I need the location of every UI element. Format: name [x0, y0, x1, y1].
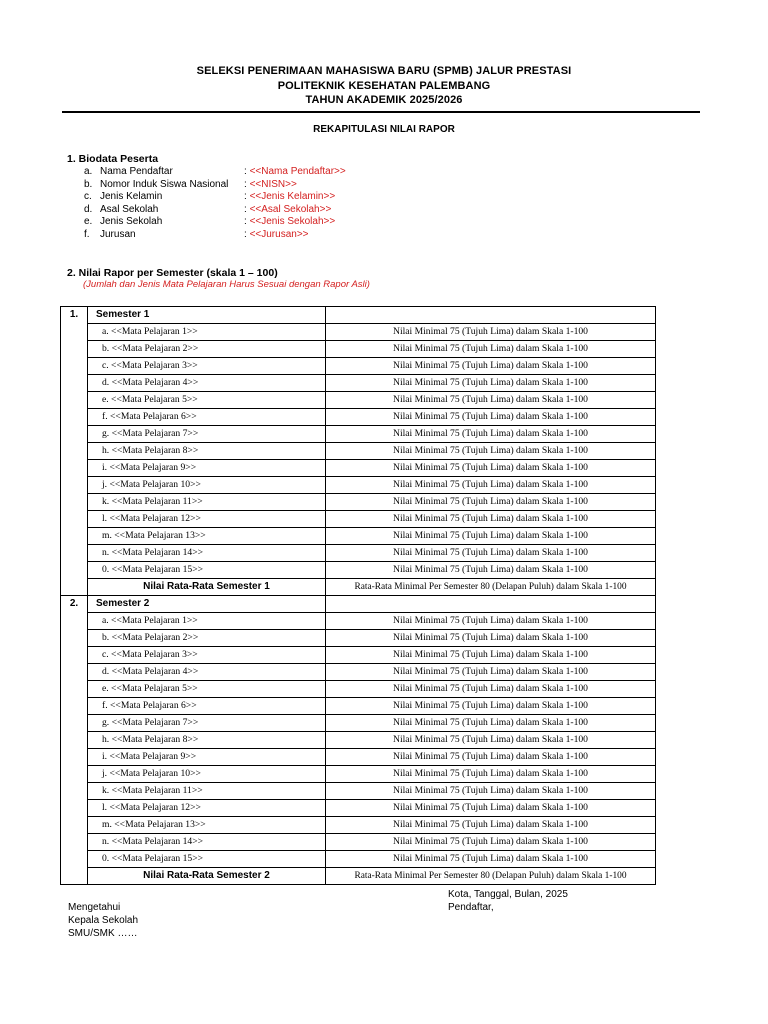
- table-row: [61, 545, 656, 562]
- grade-cell: Nilai Minimal 75 (Tujuh Lima) dalam Skala 1-100: [326, 358, 656, 375]
- table-row: [61, 749, 656, 766]
- grade-cell: Nilai Minimal 75 (Tujuh Lima) dalam Skala 1-100: [326, 630, 656, 647]
- average-label: Nilai Rata-Rata Semester 1: [88, 579, 326, 596]
- number-cell: [61, 698, 88, 715]
- grade-cell: Nilai Minimal 75 (Tujuh Lima) dalam Skala 1-100: [326, 681, 656, 698]
- subject-cell: 0. <<Mata Pelajaran 15>>: [88, 851, 326, 868]
- section-2-note: (Jumlah dan Jenis Mata Pelajaran Harus Sesuai dengan Rapor Asli): [83, 279, 370, 290]
- grade-cell: Nilai Minimal 75 (Tujuh Lima) dalam Skala 1-100: [326, 426, 656, 443]
- number-cell: [61, 477, 88, 494]
- subject-cell: j. <<Mata Pelajaran 10>>: [88, 477, 326, 494]
- biodata-value: : <<Jenis Sekolah>>: [244, 216, 336, 228]
- grade-cell: Nilai Minimal 75 (Tujuh Lima) dalam Skala 1-100: [326, 647, 656, 664]
- biodata-letter: c.: [84, 191, 92, 203]
- table-row: [61, 800, 656, 817]
- table-row: [61, 375, 656, 392]
- semester-header-row: [61, 596, 656, 613]
- table-row: [61, 647, 656, 664]
- number-cell: [61, 664, 88, 681]
- average-value: Rata-Rata Minimal Per Semester 80 (Delapan Puluh) dalam Skala 1-100: [326, 868, 656, 885]
- subject-cell: n. <<Mata Pelajaran 14>>: [88, 834, 326, 851]
- biodata-letter: f.: [84, 228, 90, 240]
- table-row: [61, 783, 656, 800]
- applicant-label: Pendaftar,: [448, 902, 494, 913]
- subject-cell: k. <<Mata Pelajaran 11>>: [88, 783, 326, 800]
- grade-cell: Nilai Minimal 75 (Tujuh Lima) dalam Skala 1-100: [326, 613, 656, 630]
- subject-cell: f. <<Mata Pelajaran 6>>: [88, 698, 326, 715]
- subject-cell: i. <<Mata Pelajaran 9>>: [88, 460, 326, 477]
- number-cell: [61, 494, 88, 511]
- subject-cell: d. <<Mata Pelajaran 4>>: [88, 375, 326, 392]
- subject-cell: k. <<Mata Pelajaran 11>>: [88, 494, 326, 511]
- table-row: [61, 341, 656, 358]
- header-line-3: TAHUN AKADEMIK 2025/2026: [305, 94, 463, 106]
- biodata-label: Nomor Induk Siswa Nasional: [100, 178, 229, 190]
- table-row: [61, 817, 656, 834]
- number-cell: [61, 409, 88, 426]
- biodata-value: : <<Asal Sekolah>>: [244, 203, 332, 215]
- grade-cell: Nilai Minimal 75 (Tujuh Lima) dalam Skala 1-100: [326, 715, 656, 732]
- subject-cell: b. <<Mata Pelajaran 2>>: [88, 630, 326, 647]
- grade-cell: Nilai Minimal 75 (Tujuh Lima) dalam Skala 1-100: [326, 392, 656, 409]
- school-label: SMU/SMK ……: [68, 928, 138, 939]
- subject-cell: 0. <<Mata Pelajaran 15>>: [88, 562, 326, 579]
- table-row: [61, 681, 656, 698]
- biodata-label: Jurusan: [100, 228, 136, 240]
- number-cell: [61, 630, 88, 647]
- table-row: [61, 630, 656, 647]
- grade-cell: Nilai Minimal 75 (Tujuh Lima) dalam Skala 1-100: [326, 851, 656, 868]
- table-row: [61, 766, 656, 783]
- table-row: [61, 851, 656, 868]
- section-1-title: 1. Biodata Peserta: [67, 153, 159, 165]
- semester-header-row: [61, 307, 656, 324]
- number-cell: [61, 392, 88, 409]
- grade-cell: Nilai Minimal 75 (Tujuh Lima) dalam Skala 1-100: [326, 341, 656, 358]
- number-cell: [61, 732, 88, 749]
- signature-left: [68, 901, 138, 940]
- grade-cell: Nilai Minimal 75 (Tujuh Lima) dalam Skala 1-100: [326, 477, 656, 494]
- subject-cell: m. <<Mata Pelajaran 13>>: [88, 528, 326, 545]
- number-cell: [61, 358, 88, 375]
- biodata-label: Jenis Sekolah: [100, 216, 163, 228]
- number-cell: [61, 443, 88, 460]
- table-row: [61, 494, 656, 511]
- biodata-value: : <<NISN>>: [244, 178, 297, 190]
- average-label: Nilai Rata-Rata Semester 2: [88, 868, 326, 885]
- number-cell: [61, 579, 88, 596]
- grade-cell: Nilai Minimal 75 (Tujuh Lima) dalam Skala 1-100: [326, 375, 656, 392]
- subject-cell: j. <<Mata Pelajaran 10>>: [88, 766, 326, 783]
- table-row: [61, 698, 656, 715]
- semester-number: 2.: [61, 596, 88, 613]
- table-row: [61, 324, 656, 341]
- grade-cell: Nilai Minimal 75 (Tujuh Lima) dalam Skala 1-100: [326, 783, 656, 800]
- table-row: [61, 443, 656, 460]
- number-cell: [61, 545, 88, 562]
- document-subtitle: REKAPITULASI NILAI RAPOR: [313, 124, 455, 135]
- acknowledged-label: Mengetahui: [68, 902, 121, 913]
- grade-cell: Nilai Minimal 75 (Tujuh Lima) dalam Skala 1-100: [326, 698, 656, 715]
- grade-cell: Nilai Minimal 75 (Tujuh Lima) dalam Skala 1-100: [326, 460, 656, 477]
- number-cell: [61, 851, 88, 868]
- grade-cell: Nilai Minimal 75 (Tujuh Lima) dalam Skala 1-100: [326, 749, 656, 766]
- number-cell: [61, 341, 88, 358]
- grade-cell: Nilai Minimal 75 (Tujuh Lima) dalam Skala 1-100: [326, 324, 656, 341]
- signature-right: [448, 888, 568, 914]
- subject-cell: l. <<Mata Pelajaran 12>>: [88, 800, 326, 817]
- grade-cell: Nilai Minimal 75 (Tujuh Lima) dalam Skala 1-100: [326, 766, 656, 783]
- section-2-title: 2. Nilai Rapor per Semester (skala 1 – 100): [67, 267, 278, 279]
- subject-cell: l. <<Mata Pelajaran 12>>: [88, 511, 326, 528]
- subject-cell: a. <<Mata Pelajaran 1>>: [88, 613, 326, 630]
- number-cell: [61, 613, 88, 630]
- table-row: [61, 358, 656, 375]
- table-row: [61, 562, 656, 579]
- subject-cell: n. <<Mata Pelajaran 14>>: [88, 545, 326, 562]
- biodata-value: : <<Jurusan>>: [244, 228, 309, 240]
- grade-cell: Nilai Minimal 75 (Tujuh Lima) dalam Skala 1-100: [326, 443, 656, 460]
- grade-cell: Nilai Minimal 75 (Tujuh Lima) dalam Skala 1-100: [326, 834, 656, 851]
- grade-cell: Nilai Minimal 75 (Tujuh Lima) dalam Skala 1-100: [326, 562, 656, 579]
- principal-label: Kepala Sekolah: [68, 915, 139, 926]
- grade-cell: Nilai Minimal 75 (Tujuh Lima) dalam Skala 1-100: [326, 511, 656, 528]
- table-row: [61, 409, 656, 426]
- header-divider: [62, 111, 700, 113]
- number-cell: [61, 749, 88, 766]
- number-cell: [61, 817, 88, 834]
- number-cell: [61, 766, 88, 783]
- semester-name: Semester 1: [88, 307, 326, 324]
- grades-table: [60, 306, 656, 885]
- biodata-letter: a.: [84, 166, 93, 177]
- table-row: [61, 664, 656, 681]
- subject-cell: h. <<Mata Pelajaran 8>>: [88, 443, 326, 460]
- subject-cell: i. <<Mata Pelajaran 9>>: [88, 749, 326, 766]
- subject-cell: a. <<Mata Pelajaran 1>>: [88, 324, 326, 341]
- number-cell: [61, 868, 88, 885]
- table-row: [61, 715, 656, 732]
- table-row: [61, 426, 656, 443]
- place-date: Kota, Tanggal, Bulan, 2025: [448, 889, 568, 900]
- table-row: [61, 511, 656, 528]
- biodata-letter: b.: [84, 178, 93, 190]
- semester-number: 1.: [61, 307, 88, 324]
- biodata-label: Asal Sekolah: [100, 203, 159, 215]
- subject-cell: h. <<Mata Pelajaran 8>>: [88, 732, 326, 749]
- average-row: [61, 579, 656, 596]
- number-cell: [61, 426, 88, 443]
- biodata-letter: e.: [84, 216, 93, 228]
- subject-cell: g. <<Mata Pelajaran 7>>: [88, 426, 326, 443]
- biodata-letter: d.: [84, 203, 93, 215]
- number-cell: [61, 715, 88, 732]
- subject-cell: m. <<Mata Pelajaran 13>>: [88, 817, 326, 834]
- biodata-value: : <<Jenis Kelamin>>: [244, 191, 336, 203]
- grade-cell: Nilai Minimal 75 (Tujuh Lima) dalam Skala 1-100: [326, 494, 656, 511]
- biodata-label: Nama Pendaftar: [100, 166, 173, 177]
- header-line-1: SELEKSI PENERIMAAN MAHASISWA BARU (SPMB) JALUR PRESTASI: [196, 65, 572, 77]
- subject-cell: c. <<Mata Pelajaran 3>>: [88, 358, 326, 375]
- subject-cell: c. <<Mata Pelajaran 3>>: [88, 647, 326, 664]
- grade-cell: Nilai Minimal 75 (Tujuh Lima) dalam Skala 1-100: [326, 409, 656, 426]
- subject-cell: g. <<Mata Pelajaran 7>>: [88, 715, 326, 732]
- biodata-value: : <<Nama Pendaftar>>: [244, 166, 346, 177]
- semester-header-blank: [326, 596, 656, 613]
- grade-cell: Nilai Minimal 75 (Tujuh Lima) dalam Skala 1-100: [326, 800, 656, 817]
- table-row: [61, 732, 656, 749]
- table-row: [61, 834, 656, 851]
- number-cell: [61, 681, 88, 698]
- biodata-label: Jenis Kelamin: [100, 191, 163, 203]
- header-line-2: POLITEKNIK KESEHATAN PALEMBANG: [277, 80, 491, 92]
- number-cell: [61, 800, 88, 817]
- number-cell: [61, 375, 88, 392]
- subject-cell: d. <<Mata Pelajaran 4>>: [88, 664, 326, 681]
- number-cell: [61, 324, 88, 341]
- number-cell: [61, 528, 88, 545]
- number-cell: [61, 562, 88, 579]
- subject-cell: f. <<Mata Pelajaran 6>>: [88, 409, 326, 426]
- grade-cell: Nilai Minimal 75 (Tujuh Lima) dalam Skala 1-100: [326, 817, 656, 834]
- table-row: [61, 477, 656, 494]
- number-cell: [61, 647, 88, 664]
- table-row: [61, 460, 656, 477]
- semester-name: Semester 2: [88, 596, 326, 613]
- semester-header-blank: [326, 307, 656, 324]
- table-row: [61, 392, 656, 409]
- average-row: [61, 868, 656, 885]
- average-value: Rata-Rata Minimal Per Semester 80 (Delapan Puluh) dalam Skala 1-100: [326, 579, 656, 596]
- number-cell: [61, 834, 88, 851]
- number-cell: [61, 511, 88, 528]
- subject-cell: b. <<Mata Pelajaran 2>>: [88, 341, 326, 358]
- number-cell: [61, 460, 88, 477]
- grade-cell: Nilai Minimal 75 (Tujuh Lima) dalam Skala 1-100: [326, 528, 656, 545]
- subject-cell: e. <<Mata Pelajaran 5>>: [88, 392, 326, 409]
- number-cell: [61, 783, 88, 800]
- table-row: [61, 613, 656, 630]
- table-row: [61, 528, 656, 545]
- grade-cell: Nilai Minimal 75 (Tujuh Lima) dalam Skala 1-100: [326, 664, 656, 681]
- subject-cell: e. <<Mata Pelajaran 5>>: [88, 681, 326, 698]
- grade-cell: Nilai Minimal 75 (Tujuh Lima) dalam Skala 1-100: [326, 545, 656, 562]
- grade-cell: Nilai Minimal 75 (Tujuh Lima) dalam Skala 1-100: [326, 732, 656, 749]
